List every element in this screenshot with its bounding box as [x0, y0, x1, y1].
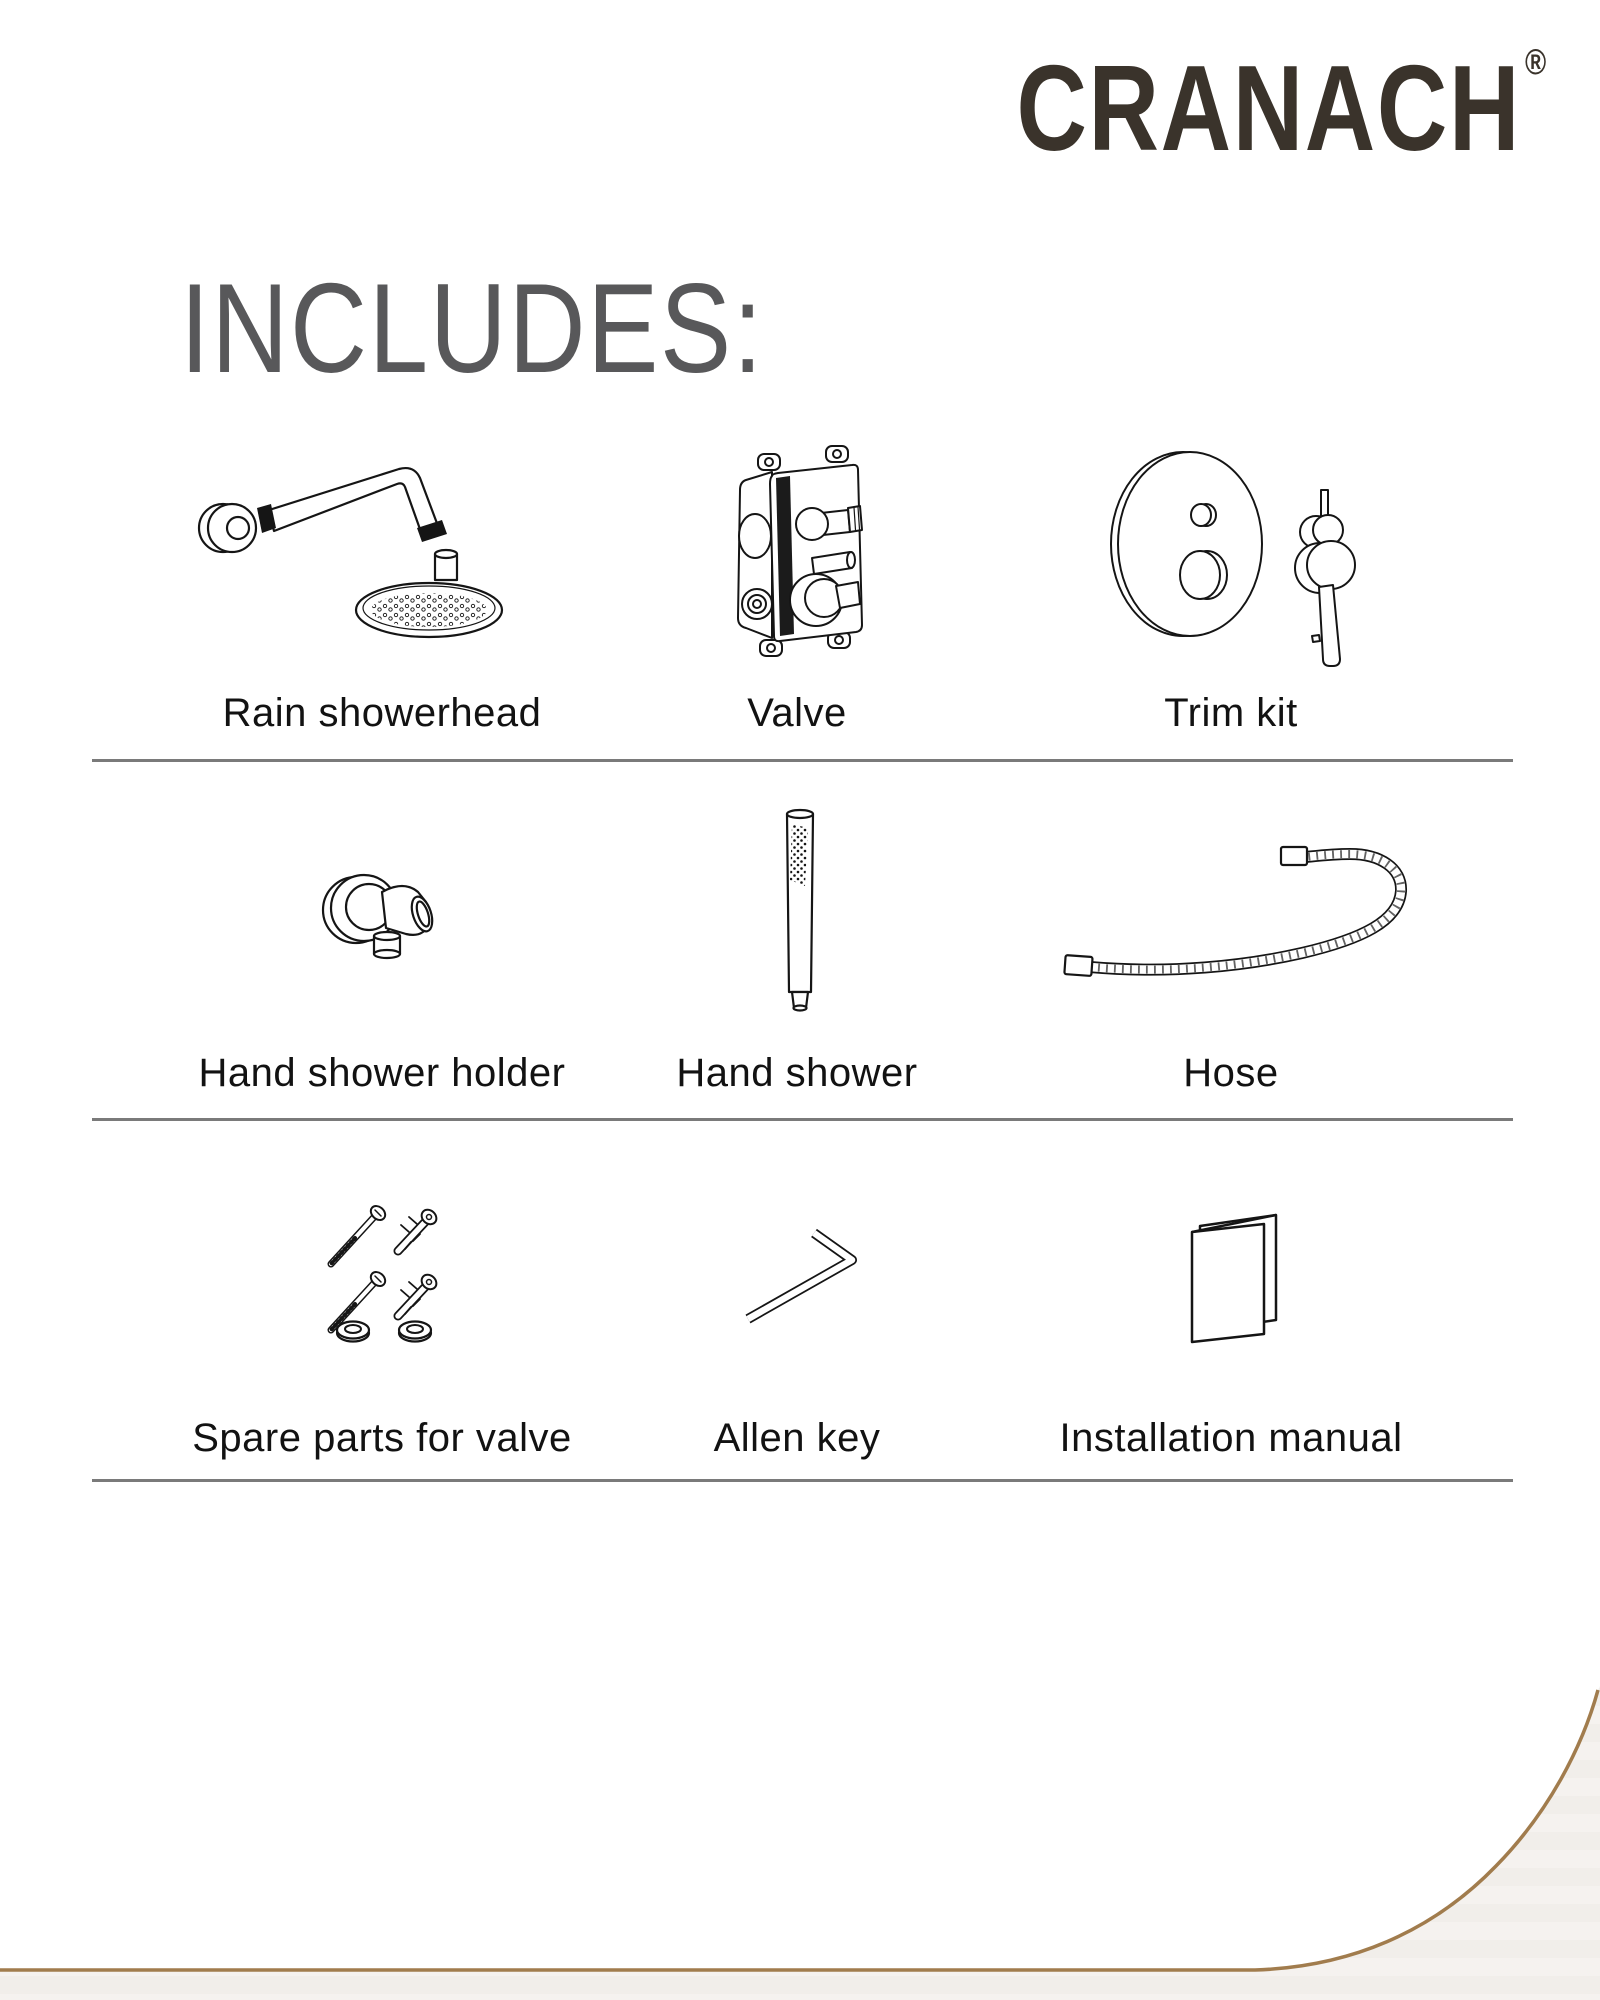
footer-corner-decoration [0, 1670, 1600, 2000]
item-label: Valve [747, 691, 847, 735]
footer-accent-curve [0, 1690, 1598, 1970]
row-divider [92, 759, 1513, 762]
spare-parts-illustration [297, 1200, 467, 1350]
item-label: Spare parts for valve [192, 1416, 572, 1460]
item-label: Allen key [713, 1416, 881, 1460]
valve-illustration [700, 440, 900, 680]
hand-shower-holder-illustration [272, 830, 492, 1000]
page-title: INCLUDES: [180, 257, 765, 399]
brand-logo [1016, 40, 1546, 176]
row-divider [92, 1479, 1513, 1482]
brand-logo-text: CRANACH [1016, 40, 1521, 176]
rain-showerhead-illustration [195, 450, 505, 690]
allen-key-illustration [712, 1215, 882, 1345]
trim-kit-illustration [1100, 440, 1370, 680]
item-label: Rain showerhead [222, 691, 542, 735]
item-label: Trim kit [1164, 691, 1298, 735]
row-divider [92, 1118, 1513, 1121]
hand-shower-illustration [740, 800, 860, 1020]
registered-mark-icon: ® [1524, 41, 1546, 82]
installation-manual-illustration [1180, 1210, 1310, 1350]
hose-illustration [1060, 835, 1410, 985]
item-label: Hand shower [676, 1051, 918, 1095]
item-label: Installation manual [1059, 1416, 1403, 1460]
item-label: Hand shower holder [198, 1051, 566, 1095]
item-label: Hose [1183, 1051, 1279, 1095]
